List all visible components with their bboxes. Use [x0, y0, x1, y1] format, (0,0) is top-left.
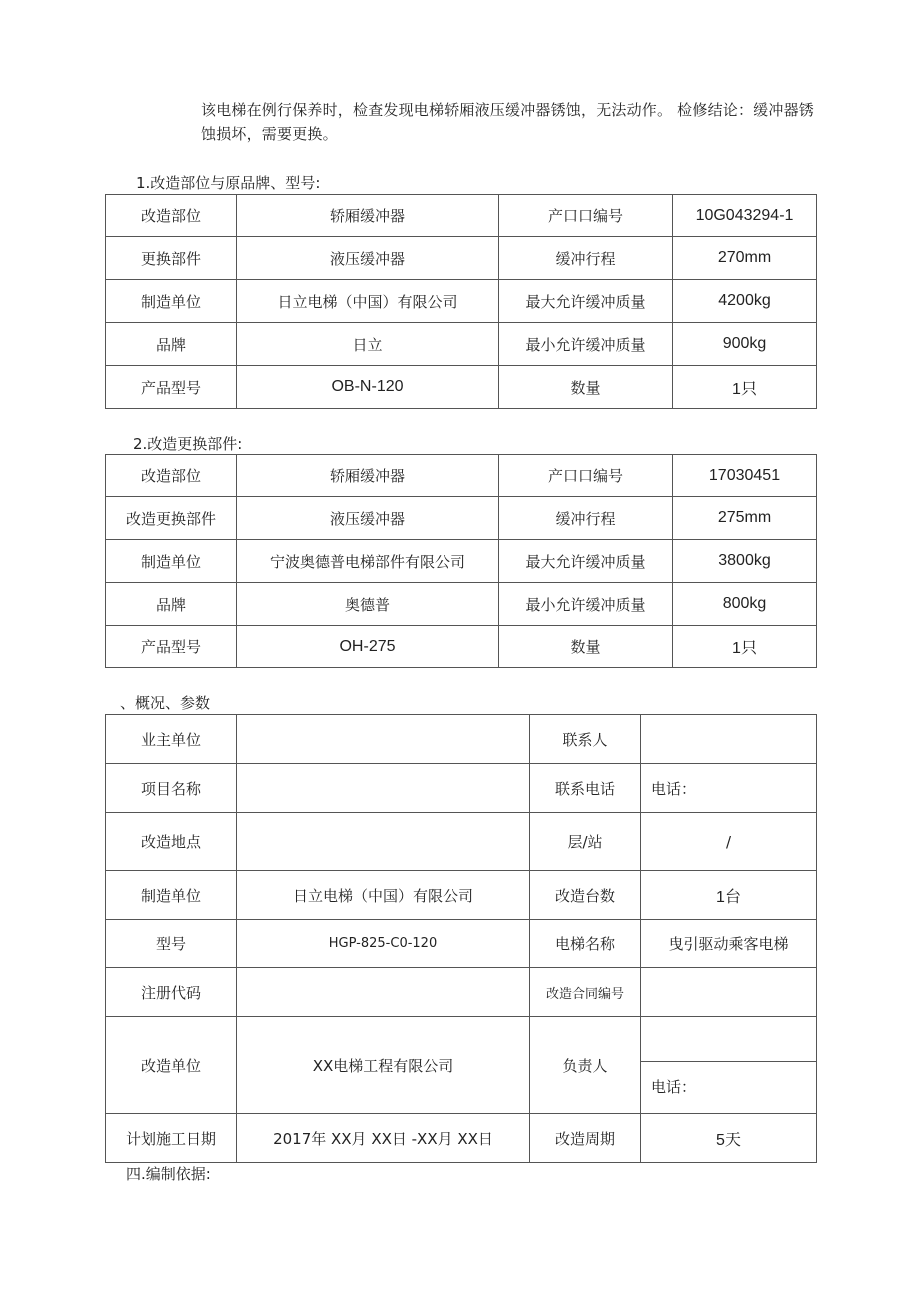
table-label: 品牌 — [106, 323, 237, 366]
manager-label: 负责人 — [530, 1017, 641, 1114]
original-parts-table — [105, 194, 817, 409]
contract-label: 改造合同编号 — [530, 968, 641, 1017]
model-label: 型号 — [106, 920, 237, 968]
table-label: 品牌 — [106, 583, 237, 626]
table-cell: OH-275 — [237, 626, 499, 668]
table-cell: 轿厢缓冲器 — [237, 195, 499, 237]
table-cell: 17030451 — [673, 455, 817, 497]
maker-label: 制造单位 — [106, 871, 237, 920]
table-cell: 3800kg — [673, 540, 817, 583]
table-label: 最小允许缓冲质量 — [499, 323, 673, 366]
table-cell: 奥德普 — [237, 583, 499, 626]
table-label: 改造部位 — [106, 195, 237, 237]
site-value — [237, 813, 530, 871]
intro-paragraph: 该电梯在例行保养时，检查发现电梯轿厢液压缓冲器锈蚀，无法动作。 检修结论：缓冲器锈蚀损坏，需要更换。 — [201, 101, 814, 143]
table-label: 产品型号 — [106, 626, 237, 668]
period-label: 改造周期 — [530, 1114, 641, 1163]
table-row — [106, 1017, 817, 1114]
table-label: 最大允许缓冲质量 — [499, 280, 673, 323]
table-row — [106, 813, 817, 871]
elevator-name-label: 电梯名称 — [530, 920, 641, 968]
table-label: 缓冲行程 — [499, 237, 673, 280]
table-label: 产口口编号 — [499, 455, 673, 497]
date-value: 2017年 XX月 XX日 -XX月 XX日 — [237, 1114, 530, 1163]
section2-title: 2.改造更换部件: — [133, 435, 243, 453]
table-cell: 宁波奥德普电梯部件有限公司 — [237, 540, 499, 583]
table-label: 最小允许缓冲质量 — [499, 583, 673, 626]
table-cell: 900kg — [673, 323, 817, 366]
manager-cell — [641, 1017, 817, 1114]
table-row — [106, 195, 817, 237]
table-row — [106, 920, 817, 968]
table-row — [106, 455, 817, 497]
overview-table — [105, 714, 817, 1163]
table-row — [106, 626, 817, 668]
table-label: 产品型号 — [106, 366, 237, 409]
units-label: 改造台数 — [530, 871, 641, 920]
table-cell: 1只 — [673, 366, 817, 409]
contract-value — [641, 968, 817, 1017]
manager-phone: 电话： — [651, 1078, 697, 1096]
table-label: 缓冲行程 — [499, 497, 673, 540]
table-cell: 4200kg — [673, 280, 817, 323]
owner-label: 业主单位 — [106, 715, 237, 764]
project-label: 项目名称 — [106, 764, 237, 813]
table-cell: OB-N-120 — [237, 366, 499, 409]
maker-value: 日立电梯（中国）有限公司 — [237, 871, 530, 920]
table-cell: 275mm — [673, 497, 817, 540]
contact-label: 联系人 — [530, 715, 641, 764]
table-label: 改造部位 — [106, 455, 237, 497]
reg-value — [237, 968, 530, 1017]
table-row — [106, 871, 817, 920]
table-cell: 轿厢缓冲器 — [237, 455, 499, 497]
table-row — [106, 764, 817, 813]
table-label: 数量 — [499, 626, 673, 668]
table-label: 制造单位 — [106, 540, 237, 583]
section3-title: 、概况、参数 — [120, 694, 211, 712]
table-cell: 1只 — [673, 626, 817, 668]
table-row — [106, 497, 817, 540]
floors-label: 层/站 — [530, 813, 641, 871]
contractor-label: 改造单位 — [106, 1017, 237, 1114]
phone-label: 联系电话 — [530, 764, 641, 813]
table-row — [106, 1114, 817, 1163]
project-value — [237, 764, 530, 813]
table-row — [106, 968, 817, 1017]
table-label: 数量 — [499, 366, 673, 409]
contact-value — [641, 715, 817, 764]
table-row — [106, 366, 817, 409]
table-label: 制造单位 — [106, 280, 237, 323]
table-row — [106, 583, 817, 626]
model-value: HGP-825-C0-120 — [237, 920, 530, 968]
owner-value — [237, 715, 530, 764]
table-cell: 日立 — [237, 323, 499, 366]
floors-value: / — [641, 813, 817, 871]
table-row — [106, 715, 817, 764]
replacement-parts-table — [105, 454, 817, 668]
section4-title: 四.编制依据: — [126, 1165, 211, 1183]
site-label: 改造地点 — [106, 813, 237, 871]
date-label: 计划施工日期 — [106, 1114, 237, 1163]
table-cell: 液压缓冲器 — [237, 237, 499, 280]
table-row — [106, 280, 817, 323]
period-value: 5天 — [641, 1114, 817, 1163]
table-row — [106, 323, 817, 366]
table-cell: 800kg — [673, 583, 817, 626]
table-cell: 270mm — [673, 237, 817, 280]
table-label: 产口口编号 — [499, 195, 673, 237]
section1-title: 1.改造部位与原品牌、型号: — [136, 174, 321, 192]
table-cell: 10G043294-1 — [673, 195, 817, 237]
table-row — [106, 540, 817, 583]
table-row — [106, 237, 817, 280]
reg-label: 注册代码 — [106, 968, 237, 1017]
contractor-value: XX电梯工程有限公司 — [237, 1017, 530, 1114]
units-value: 1台 — [641, 871, 817, 920]
table-label: 改造更换部件 — [106, 497, 237, 540]
phone-value: 电话： — [641, 764, 817, 813]
table-cell: 日立电梯（中国）有限公司 — [237, 280, 499, 323]
manager-value — [641, 1017, 816, 1062]
table-label: 最大允许缓冲质量 — [499, 540, 673, 583]
table-label: 更换部件 — [106, 237, 237, 280]
elevator-name-value: 曳引驱动乘客电梯 — [641, 920, 817, 968]
table-cell: 液压缓冲器 — [237, 497, 499, 540]
